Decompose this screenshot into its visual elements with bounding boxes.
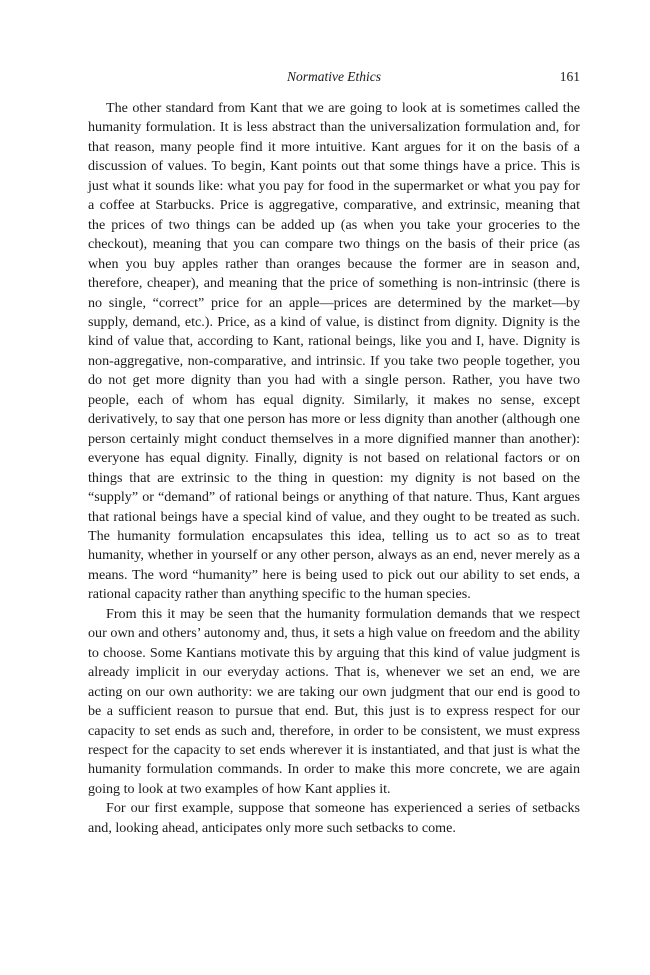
paragraph: For our first example, suppose that someone has experienced a series of setbacks and, looking ahead, anticipates only more such setbacks to come. <box>88 800 580 836</box>
body-text <box>88 99 580 838</box>
running-title: Normative Ethics <box>286 69 382 84</box>
paragraph: From this it may be seen that the humanity formulation demands that we respect our own and others’ autonomy and, thus, it sets a high value on freedom and the ability to choose. Some Kantians motivate this by arguing that this kind of value judgment is already implicit in our everyday actions. That is, whenever we set an end, we are acting on our own authority: we are taking our own judgment that our end is good to be a sufficient reason to pursue that end. But, this just is to express respect for our capacity to set ends as such and, therefore, in order to be consistent, we must express respect for the capacity to set ends wherever it is instantiated, and that just is what the humanity formulation commands. In order to make this more concrete, we are again going to look at two examples of how Kant applies it. <box>88 605 580 797</box>
running-header <box>88 66 580 88</box>
book-page <box>88 66 580 838</box>
page-number: 161 <box>559 69 580 84</box>
paragraph: The other standard from Kant that we are going to look at is sometimes called the humanity formulation. It is less abstract than the universalization formulation and, for that reason, many people find it more intuitive. Kant argues for it on the basis of a discussion of values. To begin, Kant points out that some things have a price. This is just what it sounds like: what you pay for food in the supermarket or what you pay for a coffee at Starbucks. Price is aggregative, comparative, and extrinsic, meaning that the prices of two things can be added up (as when you take your groceries to the checkout), meaning that you can compare two things on the basis of their price (as when you buy apples rather than oranges because the former are in season and, therefore, cheaper), and meaning that the price of something is non-intrinsic (there is no single, “correct” price for an apple—prices are determined by the market—by supply, demand, etc.). Price, as a kind of value, is distinct from dignity. Dignity is the kind of value that, according to Kant, rational beings, like you and I, have. Dignity is non-aggregative, non-comparative, and intrinsic. If you take two people together, you do not get more dignity than you had with a single person. Rather, you have two people, each of whom has equal dignity. Similarly, it makes no sense, except derivatively, to say that one person has more or less dignity than another (although one person certainly might conduct themselves in a more dignified manner than another): everyone has equal dignity. Finally, dignity is not based on relational factors or on things that are extrinsic to the thing in question: my dignity is not based on the “supply” or “demand” of rational beings or anything of that nature. Thus, Kant argues that rational beings have a special kind of value, and they ought to be treated as such. The humanity formulation encapsulates this idea, telling us to act so as to treat humanity, whether in yourself or any other person, always as an end, never merely as a means. The word “humanity” here is being used to pick out our ability to set ends, a rational capacity rather than anything specific to the human species. <box>88 100 580 603</box>
